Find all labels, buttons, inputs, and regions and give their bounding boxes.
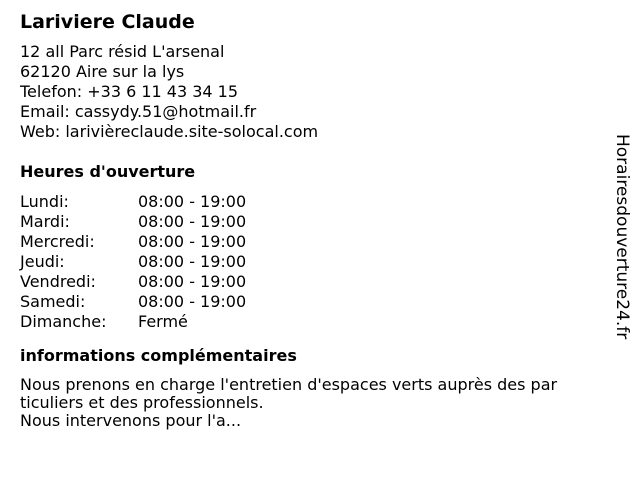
info-title: informations complémentaires [20, 346, 297, 365]
day-label: Dimanche: [20, 312, 107, 331]
hours-row-saturday [20, 292, 580, 312]
day-label: Vendredi: [20, 272, 96, 291]
time-value: 08:00 - 19:00 [138, 232, 247, 251]
hours-title: Heures d'ouverture [20, 162, 196, 181]
hours-row-wednesday [20, 232, 580, 252]
hours-row-friday [20, 272, 580, 292]
time-value: 08:00 - 19:00 [138, 192, 247, 211]
email-line[interactable]: Email: cassydy.51@hotmail.fr [20, 102, 257, 121]
hours-table [20, 192, 580, 332]
address-line-1: 12 all Parc résid L'arsenal [20, 42, 225, 61]
time-value: 08:00 - 19:00 [138, 252, 247, 271]
info-paragraph: Nous prenons en charge l'entretien d'espaces verts auprès des particuliers et des professionnels. [20, 375, 558, 412]
time-value: 08:00 - 19:00 [138, 272, 247, 291]
time-value: Fermé [138, 312, 188, 331]
business-name: Lariviere Claude [20, 11, 195, 33]
site-watermark: Horairesdouverture24.fr [612, 134, 632, 340]
day-label: Lundi: [20, 192, 69, 211]
address-line-2: 62120 Aire sur la lys [20, 62, 185, 81]
info-paragraph-truncated: Nous intervenons pour l'a... [20, 411, 242, 430]
hours-row-tuesday [20, 212, 580, 232]
day-label: Jeudi: [20, 252, 65, 271]
business-card [20, 10, 580, 430]
day-label: Samedi: [20, 292, 86, 311]
contact-block [20, 42, 580, 142]
day-label: Mardi: [20, 212, 70, 231]
hours-row-thursday [20, 252, 580, 272]
day-label: Mercredi: [20, 232, 95, 251]
time-value: 08:00 - 19:00 [138, 292, 247, 311]
web-line[interactable]: Web: larivièreclaude.site-solocal.com [20, 122, 319, 141]
info-text [20, 376, 560, 430]
time-value: 08:00 - 19:00 [138, 212, 247, 231]
phone-line[interactable]: Telefon: +33 6 11 43 34 15 [20, 82, 239, 101]
hours-row-sunday [20, 312, 580, 332]
hours-row-monday [20, 192, 580, 212]
